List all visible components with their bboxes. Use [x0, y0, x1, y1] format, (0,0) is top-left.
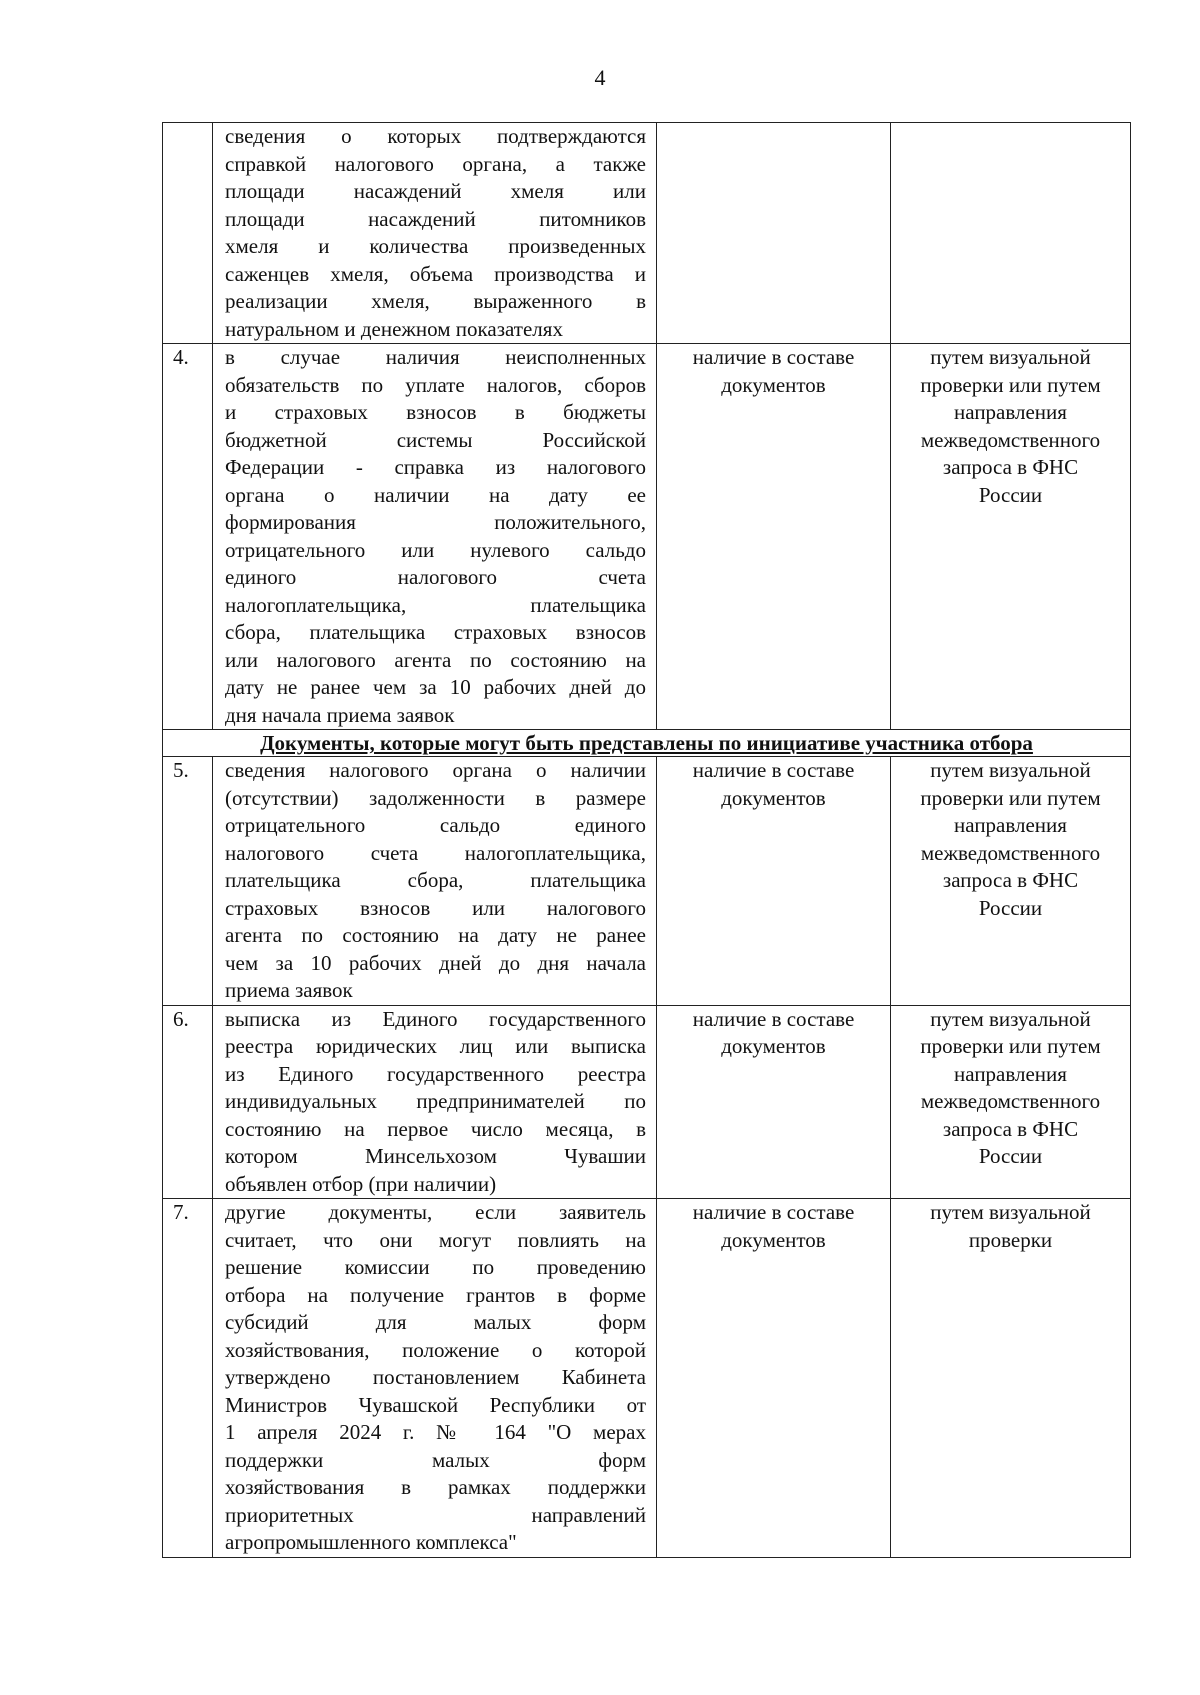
method-line: проверки	[968, 1227, 1053, 1252]
table-row	[163, 1199, 1131, 1558]
method-line: путем визуальной	[930, 345, 1091, 369]
table-row	[163, 757, 1131, 1006]
description-line: справкой налогового органа, а также	[225, 151, 646, 176]
description-line: поддержки малых форм	[225, 1447, 646, 1472]
description-line: индивидуальных предпринимателей по	[225, 1089, 646, 1113]
description-line: утверждено постановлением Кабинета	[225, 1365, 646, 1389]
description-line: сведения налогового органа о наличии	[225, 758, 646, 782]
method-line: России	[978, 482, 1043, 507]
description-line: дату не ранее чем за 10 рабочих дней до	[225, 675, 646, 699]
row-check-method	[891, 344, 1131, 730]
description-line: субсидий для малых форм	[225, 1310, 646, 1334]
description-line: площади насаждений питомников	[225, 206, 646, 231]
row-check-criterion	[657, 123, 891, 344]
description-line: сведения о которых подтверждаются	[225, 124, 646, 148]
check-line: документов	[721, 372, 826, 397]
method-line: путем визуальной	[930, 1200, 1091, 1224]
description-line: единого налогового счета	[225, 565, 646, 589]
description-line: агента по состоянию на дату не ранее	[225, 923, 646, 947]
method-line: запроса в ФНС	[942, 868, 1079, 892]
row-number	[163, 123, 213, 344]
check-line: наличие в составе	[692, 1200, 855, 1224]
description-line: объявлен отбор (при наличии)	[225, 1171, 497, 1196]
description-line: страховых взносов или налогового	[225, 895, 646, 920]
row-check-criterion	[657, 757, 891, 1006]
method-line: межведомственного	[920, 427, 1101, 452]
description-line: и страховых взносов в бюджеты	[225, 400, 646, 424]
row-check-method	[891, 1005, 1131, 1199]
check-line: документов	[721, 1034, 826, 1058]
method-line: направления	[954, 1061, 1067, 1086]
row-check-method	[891, 123, 1131, 344]
method-line: России	[978, 1144, 1043, 1168]
description-line: (отсутствии) задолженности в размере	[225, 785, 646, 810]
description-line: плательщика сбора, плательщика	[225, 868, 646, 892]
description-line: или налогового агента по состоянию на	[225, 647, 646, 672]
description-line: отрицательного или нулевого сальдо	[225, 537, 646, 562]
row-number: 7.	[163, 1199, 213, 1558]
row-check-criterion	[657, 344, 891, 730]
description-line: реестра юридических лиц или выписка	[225, 1034, 646, 1058]
check-line: наличие в составе	[692, 345, 855, 369]
method-line: проверки или путем	[920, 785, 1101, 810]
method-line: проверки или путем	[920, 372, 1101, 397]
description-line: дня начала приема заявок	[225, 702, 455, 727]
description-line: налогового счета налогоплательщика,	[225, 840, 646, 865]
description-line: обязательств по уплате налогов, сборов	[225, 372, 646, 397]
description-line: 1 апреля 2024 г. № 164 "О мерах	[225, 1420, 646, 1444]
method-line: направления	[954, 400, 1067, 424]
description-line: отбора на получение грантов в форме	[225, 1282, 646, 1307]
description-line: натуральном и денежном показателях	[225, 316, 563, 341]
description-line: реализации хмеля, выраженного в	[225, 289, 646, 313]
row-check-method	[891, 757, 1131, 1006]
description-line: из Единого государственного реестра	[225, 1061, 646, 1086]
documents-table	[162, 122, 1131, 1558]
description-line: в случае наличия неисполненных	[225, 345, 646, 369]
row-check-criterion	[657, 1199, 891, 1558]
row-number: 5.	[163, 757, 213, 1006]
description-line: саженцев хмеля, объема производства и	[225, 261, 646, 286]
check-line: наличие в составе	[692, 1006, 855, 1031]
method-line: России	[978, 895, 1043, 920]
description-line: агропромышленного комплекса"	[225, 1530, 517, 1554]
description-line: сбора, плательщика страховых взносов	[225, 620, 646, 644]
method-line: межведомственного	[920, 1089, 1101, 1113]
description-line: хозяйствования в рамках поддержки	[225, 1475, 646, 1499]
description-line: считает, что они могут повлиять на	[225, 1227, 646, 1252]
description-line: чем за 10 рабочих дней до дня начала	[225, 950, 646, 975]
description-line: налогоплательщика, плательщика	[225, 592, 646, 617]
description-line: хмеля и количества произведенных	[225, 234, 646, 258]
description-line: выписка из Единого государственного	[225, 1006, 646, 1031]
row-description	[213, 344, 657, 730]
description-line: приоритетных направлений	[225, 1502, 646, 1527]
row-check-criterion	[657, 1005, 891, 1199]
description-line: отрицательного сальдо единого	[225, 813, 646, 837]
check-line: документов	[721, 1227, 826, 1252]
table-row	[163, 1005, 1131, 1199]
check-line: документов	[721, 785, 826, 810]
row-description	[213, 1199, 657, 1558]
description-line: органа о наличии на дату ее	[225, 482, 646, 507]
method-line: межведомственного	[920, 840, 1101, 865]
table-row	[163, 344, 1131, 730]
description-line: Министров Чувашской Республики от	[225, 1392, 646, 1417]
description-line: состоянию на первое число месяца, в	[225, 1116, 646, 1141]
description-line: хозяйствования, положение о которой	[225, 1337, 646, 1362]
table-row	[163, 123, 1131, 344]
section-header-row	[163, 730, 1131, 757]
method-line: запроса в ФНС	[942, 455, 1079, 479]
method-line: проверки или путем	[920, 1034, 1101, 1058]
method-line: направления	[954, 813, 1067, 837]
method-line: путем визуальной	[930, 1006, 1091, 1031]
method-line: запроса в ФНС	[942, 1116, 1079, 1141]
row-check-method	[891, 1199, 1131, 1558]
description-line: другие документы, если заявитель	[225, 1200, 646, 1224]
row-number: 6.	[163, 1005, 213, 1199]
description-line: Федерации - справка из налогового	[225, 455, 646, 479]
method-line: путем визуальной	[930, 758, 1091, 782]
description-line: решение комиссии по проведению	[225, 1255, 646, 1279]
description-line: котором Минсельхозом Чувашии	[225, 1144, 646, 1168]
row-description	[213, 123, 657, 344]
row-description	[213, 1005, 657, 1199]
description-line: бюджетной системы Российской	[225, 427, 646, 452]
row-number: 4.	[163, 344, 213, 730]
description-line: площади насаждений хмеля или	[225, 179, 646, 203]
page-number: 4	[594, 65, 606, 90]
section-header: Документы, которые могут быть представлены по инициативе участника отбора	[163, 730, 1131, 757]
description-line: формирования положительного,	[225, 510, 646, 534]
description-line: приема заявок	[225, 978, 353, 1002]
check-line: наличие в составе	[692, 758, 855, 782]
row-description	[213, 757, 657, 1006]
